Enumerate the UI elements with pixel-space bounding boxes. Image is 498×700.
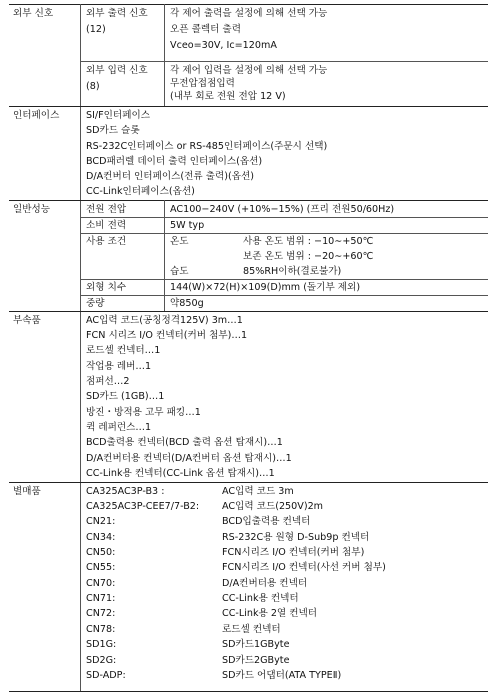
- section-title-accessories: 부속품: [13, 315, 41, 326]
- separate-item-desc: D/A컨버터용 컨넥터: [222, 578, 308, 589]
- output-signal-label: 외부 출력 신호: [86, 8, 148, 19]
- interface-line: SD카드 슬롯: [86, 125, 140, 136]
- separate-item-desc: SD카드 어댑터(ATA TYPEⅡ): [222, 670, 342, 681]
- temperature-use-range: 사용 온도 범위 : −10∼+50℃: [243, 236, 374, 247]
- section-title-interface: 인터페이스: [13, 110, 60, 121]
- input-signal-label: 외부 입력 신호: [86, 65, 148, 76]
- accessory-item: BCD출력용 컨넥터(BCD 출력 옵션 탑재시)…1: [86, 437, 283, 448]
- input-signal-line: 무전압접점입력: [170, 78, 235, 89]
- separate-item-desc: CC-Link용 컨넥터: [222, 593, 299, 604]
- dimensions-label: 외형 치수: [86, 282, 127, 293]
- separate-item-desc: FCN시리즈 I/O 컨넥터(사선 커버 첨부): [222, 562, 386, 573]
- power-label: 전원 전압: [86, 204, 127, 215]
- separate-item-code: CN50:: [86, 547, 116, 558]
- table-bottom-border: [9, 691, 488, 692]
- temperature-storage-range: 보존 온도 범위 : −20∼+60℃: [243, 251, 374, 262]
- section-divider-general: [9, 200, 488, 201]
- interface-line: CC-Link인터페이스(옵션): [86, 186, 195, 197]
- dimensions-value: 144(W)×72(H)×109(D)mm (돌기부 제외): [170, 282, 361, 293]
- general-row-divider-2: [80, 233, 488, 234]
- accessory-item: SD카드 (1GB)…1: [86, 391, 165, 402]
- separate-item-code: CN70:: [86, 578, 116, 589]
- input-signal-line: (내부 회로 전원 전압 12 V): [170, 91, 286, 102]
- section-title-external-signal: 외부 신호: [13, 8, 54, 19]
- separate-item-code: SD-ADP:: [86, 670, 126, 681]
- general-row-divider-1: [80, 217, 488, 218]
- consumption-label: 소비 전력: [86, 220, 127, 231]
- section-divider-accessories: [9, 311, 488, 312]
- category-column-divider: [80, 4, 81, 691]
- accessory-item: FCN 시리즈 I/O 컨넥터(커버 첨부)…1: [86, 330, 248, 341]
- separate-item-desc: SD카드2GByte: [222, 655, 290, 666]
- humidity-label: 습도: [170, 266, 189, 277]
- consumption-value: 5W typ: [170, 220, 205, 231]
- section-divider-separate: [9, 482, 488, 483]
- humidity-value: 85%RH이하(결로불가): [243, 266, 342, 277]
- separate-item-code: SD2G:: [86, 655, 117, 666]
- separate-item-desc: SD카드1GByte: [222, 639, 290, 650]
- weight-value: 약850g: [170, 298, 204, 309]
- separate-item-code: CN21:: [86, 516, 116, 527]
- section-title-general: 일반성능: [13, 204, 51, 215]
- accessory-item: 퀵 레퍼런스…1: [86, 422, 152, 433]
- interface-line: D/A컨버터 인터페이스(전류 출력)(옵션): [86, 171, 254, 182]
- separate-item-code: CN55:: [86, 562, 116, 573]
- general-row-divider-4: [80, 295, 488, 296]
- temperature-label: 온도: [170, 236, 189, 247]
- separate-item-desc: RS-232C용 원형 D-Sub9p 컨넥터: [222, 532, 370, 543]
- interface-line: SI/F인터페이스: [86, 110, 151, 121]
- separate-item-desc: CC-Link용 2열 컨넥터: [222, 608, 318, 619]
- accessory-item: 방진・방적용 고무 패킹…1: [86, 407, 201, 418]
- section-title-separate: 별매품: [13, 486, 41, 497]
- input-signal-count: (8): [86, 81, 100, 92]
- accessory-item: AC입력 코드(공칭정격125V) 3m…1: [86, 315, 243, 326]
- signal-column-divider: [164, 4, 165, 106]
- signal-row-divider: [80, 61, 488, 62]
- separate-item-code: CN34:: [86, 532, 116, 543]
- separate-item-code: CN78:: [86, 624, 116, 635]
- general-row-divider-3: [80, 279, 488, 280]
- accessory-item: D/A컨버터용 컨넥터(D/A컨버터 옵션 탑재시)…1: [86, 453, 292, 464]
- output-signal-count: (12): [86, 24, 106, 35]
- separate-item-desc: AC입력 코드(250V)2m: [222, 501, 324, 512]
- weight-label: 중량: [86, 298, 105, 309]
- accessory-item: 로드셀 컨넥터…1: [86, 345, 161, 356]
- separate-item-desc: BCD입출력용 컨넥터: [222, 516, 311, 527]
- separate-item-code: CN72:: [86, 608, 116, 619]
- interface-line: BCD패러렐 데이터 출력 인터페이스(옵션): [86, 156, 263, 167]
- output-signal-line: Vceo=30V, Ic=120mA: [170, 40, 277, 51]
- accessory-item: 작업용 레버…1: [86, 361, 152, 372]
- power-value: AC100−240V (+10%−15%) (프리 전원50/60Hz): [170, 204, 395, 215]
- section-divider-interface: [9, 106, 488, 107]
- separate-item-code: SD1G:: [86, 639, 117, 650]
- separate-item-code: CA325AC3P-B3 :: [86, 486, 165, 497]
- separate-item-code: CA325AC3P-CEE7/7-B2:: [86, 501, 200, 512]
- output-signal-line: 오픈 콜렉터 출력: [170, 24, 241, 35]
- separate-item-desc: AC입력 코드 3m: [222, 486, 294, 497]
- output-signal-line: 각 제어 출력을 설정에 의해 선택 가능: [170, 8, 328, 19]
- input-signal-line: 각 제어 입력을 설정에 의해 선택 가능: [170, 65, 328, 76]
- separate-item-desc: FCN시리즈 I/O 컨넥터(커버 첨부): [222, 547, 365, 558]
- separate-item-code: CN71:: [86, 593, 116, 604]
- accessory-item: 점퍼선…2: [86, 376, 130, 387]
- interface-line: RS-232C인터페이스 or RS-485인터페이스(주문시 선택): [86, 141, 328, 152]
- separate-item-desc: 로드셀 컨넥터: [222, 624, 281, 635]
- conditions-label: 사용 조건: [86, 236, 127, 247]
- accessory-item: CC-Link용 컨넥터(CC-Link 옵션 탑재시)…1: [86, 468, 275, 479]
